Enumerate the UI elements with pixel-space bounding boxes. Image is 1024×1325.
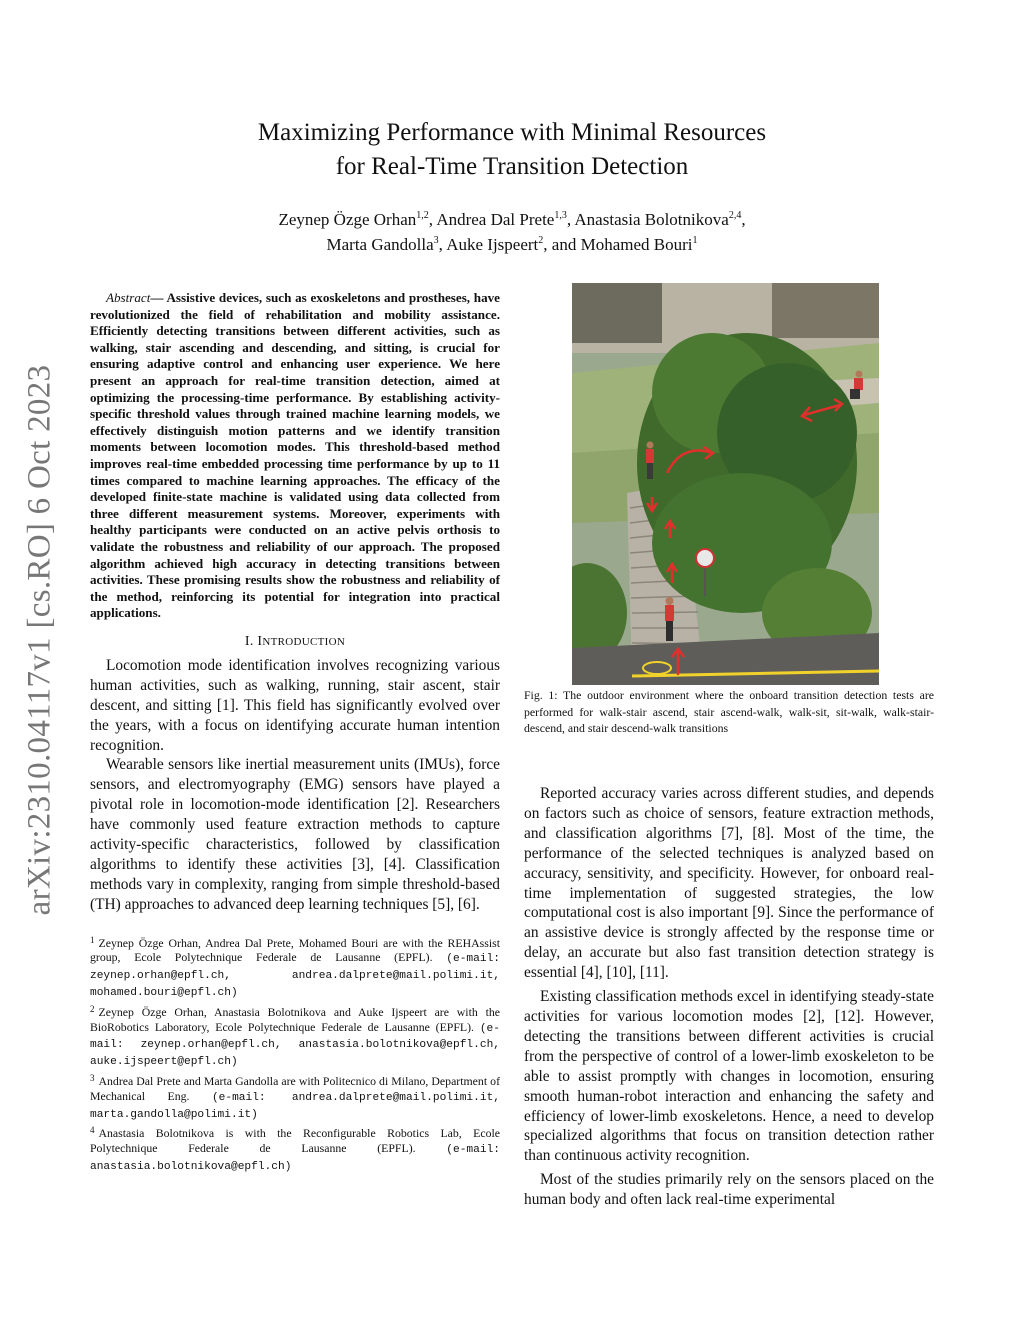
right-paragraph-1: Reported accuracy varies across different studies, and depends on factors such as choice of sensors, feature extraction methods, and classification algorithms [7], [8]. Most of the time, the performance of the selected techniques is analyzed based on accuracy, sensitivity, and specificity. However, for onboard real-time implementation of suggested strategies, the low computational cost is also important [9]. Since the performance of an assistive device is strongly affected by the response time or delay, an accurate but also fast transition detection strategy is essential [4], [10], [11]. bbox=[524, 785, 934, 982]
author-separator: , bbox=[566, 210, 575, 229]
footnote-text: Zeynep Özge Orhan, Andrea Dal Prete, Mohamed Bouri are with the REHAssist group, Ecole Polytechnique Federale de Lausanne (EPFL). bbox=[90, 935, 500, 965]
section-title-rest: NTRODUCTION bbox=[262, 635, 346, 648]
footnote-email: (e-mail: anastasia.bolotnikova@epfl.ch) bbox=[90, 1144, 500, 1174]
footnote-email: (e-mail: zeynep.orhan@epfl.ch, andrea.dalprete@mail.polimi.it, mohamed.bouri@epfl.ch) bbox=[90, 953, 500, 1000]
intro-paragraph-1: Locomotion mode identification involves recognizing various human activities, such as walking, running, stair ascent, stair descent, and sitting [1]. This field has significantly evolved over the years, with a focus on identifying accurate human intention recognition. bbox=[90, 656, 500, 754]
author-affiliation: 2,4 bbox=[728, 210, 742, 221]
figure-1-caption: Fig. 1: The outdoor environment where the onboard transition detection tests are performed for walk-stair ascend, stair ascend-walk, walk-sit, sit-walk, walk-stair-descend, and stair descend-walk transitions bbox=[524, 688, 934, 736]
footnote-text: Zeynep Özge Orhan, Anastasia Bolotnikova and Auke Ijspeert are with the BioRobotics Laboratory, Ecole Polytechnique Federale de Lausanne (EPFL). bbox=[90, 1004, 500, 1034]
author-affiliation: 1,3 bbox=[554, 210, 567, 221]
author-line-2 bbox=[130, 232, 894, 257]
author-affiliation: 2 bbox=[538, 235, 544, 246]
abstract-label: Abstract bbox=[106, 290, 151, 305]
abstract-text: — Assistive devices, such as exoskeletons and prostheses, have revolutionized the field of rehabilitation and mobility assistance. Efficiently detecting transitions between different activities, such as walking, stair ascending and descending, and sitting, is crucial for ensuring adaptive control and enhancing user experience. We here present an approach for real-time transition detection, aimed at optimizing the processing-time performance. By establishing activity-specific threshold values through trained machine learning models, we effectively distinguish motion patterns and we identify transition moments between locomotion modes. This threshold-based method improves real-time embedded processing time performance by up to 11 times compared to machine learning approaches. The efficacy of the developed finite-state machine is validated using data collected from three different measurement systems. Moreover, experiments with healthy participants were conducted on an active pelvis orthosis to validate the robustness and reliability of our approach. The proposed algorithm achieved high accuracy in detecting transitions between activities. These promising results show the robustness and reliability of the method, reinforcing its potential for integration into practical applications. bbox=[90, 290, 500, 621]
section-number: I. bbox=[244, 633, 258, 649]
right-paragraph-3: Most of the studies primarily rely on the sensors placed on the human body and often lack real-time experimental bbox=[524, 1171, 934, 1209]
author-name: Zeynep Özge Orhan bbox=[278, 210, 417, 229]
author-separator: , bbox=[438, 235, 447, 254]
footnotes bbox=[90, 933, 500, 1175]
author-name: Auke Ijspeert bbox=[446, 235, 539, 254]
author-line-1 bbox=[130, 207, 894, 232]
author-name: Marta Gandolla bbox=[326, 235, 434, 254]
footnote-4 bbox=[90, 1123, 500, 1174]
author-separator: , and bbox=[543, 235, 581, 254]
footnote-mark: 1 bbox=[90, 934, 95, 945]
footnote-text: Andrea Dal Prete and Marta Gandolla are with Politecnico di Milano, Department of Mechanical Eng. bbox=[90, 1074, 500, 1103]
footnote-mark: 4 bbox=[90, 1125, 95, 1136]
section-title-initial: I bbox=[257, 633, 263, 649]
right-column bbox=[524, 784, 934, 1210]
footnote-1 bbox=[90, 933, 500, 1001]
author-name: Mohamed Bouri bbox=[580, 235, 693, 254]
author-name: Anastasia Bolotnikova bbox=[574, 210, 729, 229]
title-line-1: Maximizing Performance with Minimal Resources bbox=[257, 119, 767, 146]
footnote-mark: 2 bbox=[90, 1003, 95, 1014]
author-affiliation: 1,2 bbox=[416, 210, 429, 221]
author-affiliation: 1 bbox=[692, 235, 698, 246]
left-column bbox=[90, 290, 500, 1176]
footnote-email: (e-mail: zeynep.orhan@epfl.ch, anastasia.bolotnikova@epfl.ch, auke.ijspeert@epfl.ch) bbox=[90, 1022, 500, 1069]
outdoor-scene-illustration bbox=[572, 283, 879, 685]
right-paragraph-2: Existing classification methods excel in identifying steady-state activities for various locomotion modes [2], [12]. However, detecting the transitions between different activities is crucial from the perspective of control of a lower-limb exoskeleton to be able to assist promptly with changes in locomotion, ensuring smooth human-robot interaction and enhancing the safety and efficiency of lower-limb exoskeletons. Hence, a need to develop specialized algorithms that focus on transition detection rather than continuous activity recognition. bbox=[524, 988, 934, 1165]
author-affiliation: 3 bbox=[433, 235, 439, 246]
arxiv-identifier: arXiv:2310.04117v1 [cs.RO] 6 Oct 2023 bbox=[21, 364, 58, 916]
author-separator: , bbox=[428, 210, 437, 229]
author-list bbox=[130, 207, 894, 257]
author-name: Andrea Dal Prete bbox=[436, 210, 555, 229]
abstract bbox=[90, 290, 500, 622]
section-heading-introduction bbox=[90, 634, 500, 650]
figure-1-photo bbox=[572, 283, 879, 685]
footnote-2 bbox=[90, 1002, 500, 1070]
intro-paragraph-2: Wearable sensors like inertial measurement units (IMUs), force sensors, and electromyography (EMG) sensors have played a pivotal role in locomotion-mode identification [2]. Researchers have commonly used feature extraction methods to capture activity-specific characteristics, followed by classification algorithms to identify these activities [3], [4]. Classification methods vary in complexity, ranging from simple threshold-based (TH) approaches to advanced deep learning techniques [5], [6]. bbox=[90, 756, 500, 913]
author-separator: , bbox=[741, 210, 746, 229]
footnote-text: Anastasia Bolotnikova is with the Reconfigurable Robotics Lab, Ecole Polytechnique Federale de Lausanne (EPFL). bbox=[90, 1126, 500, 1156]
title-line-2: for Real-Time Transition Detection bbox=[335, 153, 689, 180]
paper-title bbox=[130, 116, 894, 184]
footnote-mark: 3 bbox=[90, 1073, 95, 1084]
footnote-email: (e-mail: andrea.dalprete@mail.polimi.it, marta.gandolla@polimi.it) bbox=[90, 1091, 501, 1121]
footnote-3 bbox=[90, 1071, 500, 1122]
